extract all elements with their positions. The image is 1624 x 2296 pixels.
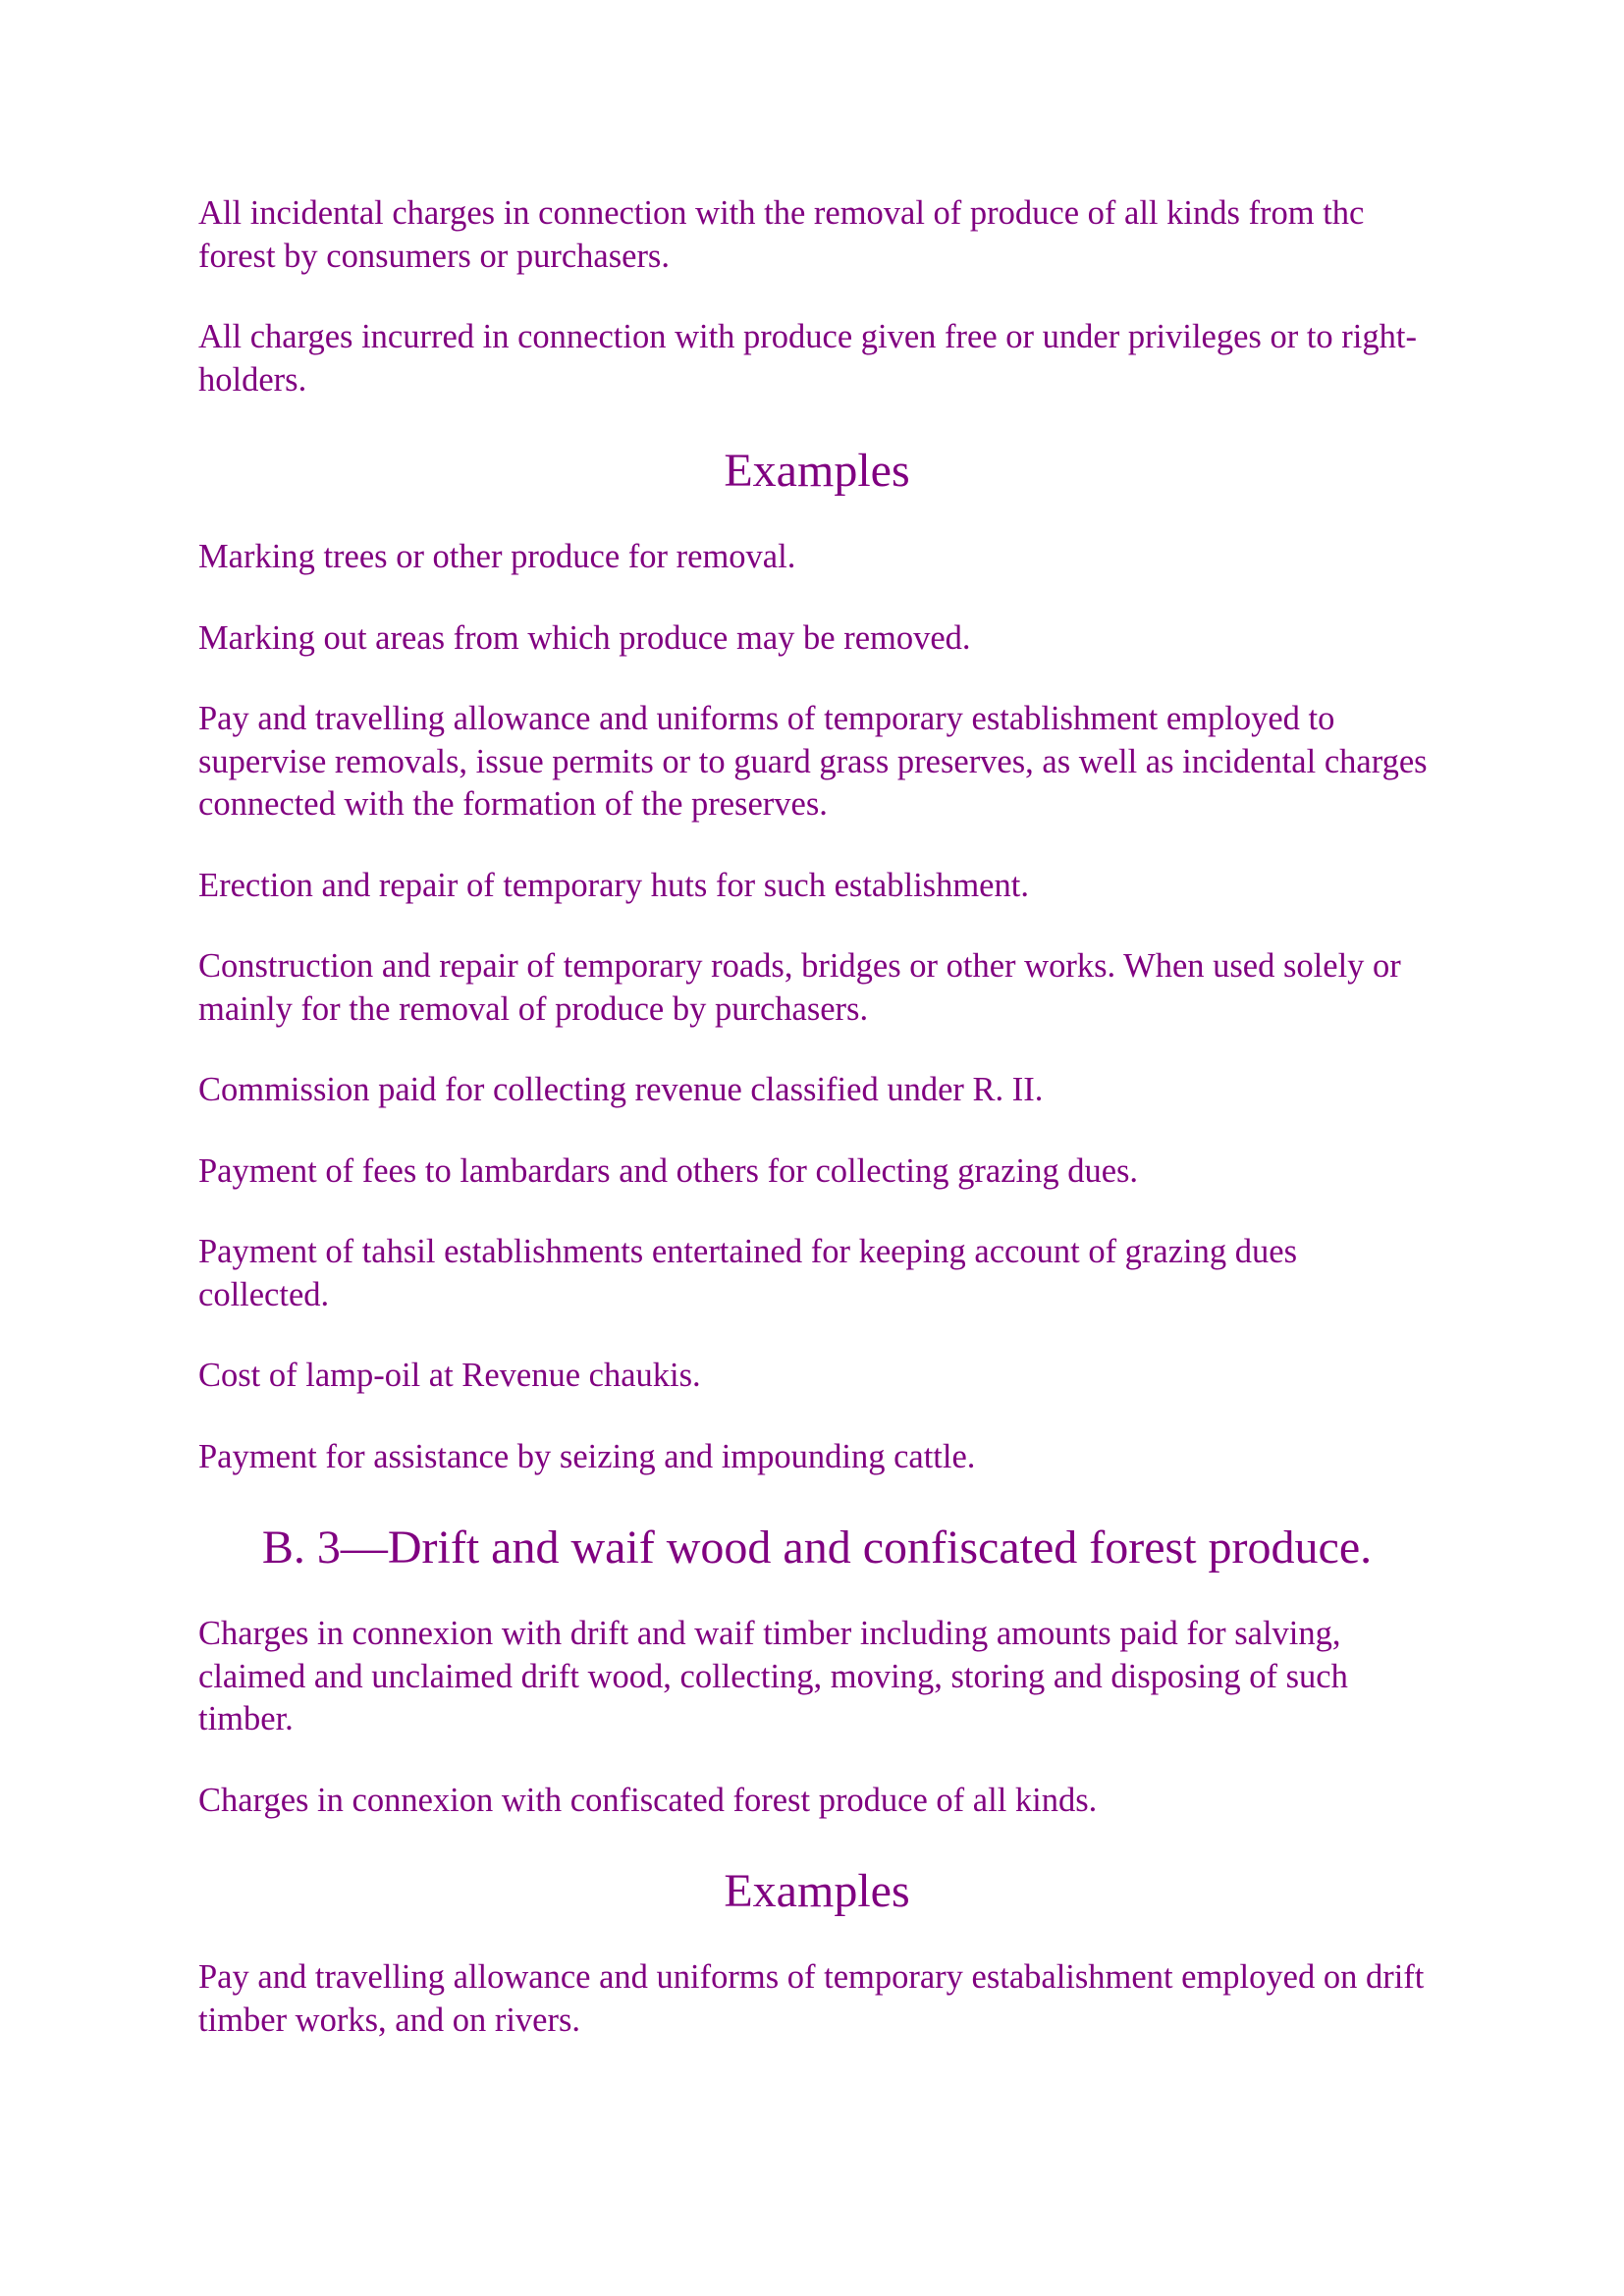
examples-heading: Examples — [724, 1865, 910, 1917]
example-item: Pay and travelling allowance and uniforms of temporary estabalishment employed on drift timber works, and on rivers. — [198, 1958, 1425, 2039]
example-item: Marking out areas from which produce may be removed. — [198, 618, 971, 657]
example-item: Payment of tahsil establishments entertained for keeping account of grazing dues collected. — [198, 1233, 1297, 1313]
example-item: Payment of fees to lambardars and others for collecting grazing dues. — [198, 1151, 1139, 1190]
example-item: Erection and repair of temporary huts for such establishment. — [198, 866, 1029, 904]
example-item: Commission paid for collecting revenue classified under R. II. — [198, 1071, 1044, 1108]
example-item: Construction and repair of temporary roads, bridges or other works. When used solely or mainly for the removal of produce by purchasers. — [198, 947, 1401, 1028]
example-item: Marking trees or other produce for removal. — [198, 538, 796, 575]
paragraph-incidental-charges: All incidental charges in connection with the removal of produce of all kinds from thc forest by consumers or purchasers. — [198, 194, 1365, 275]
example-item: Payment for assistance by seizing and impounding cattle. — [198, 1437, 976, 1475]
examples-heading: Examples — [724, 445, 910, 497]
example-item: Pay and travelling allowance and uniforms of temporary establishment employed to supervise removals, issue permits or to guard grass preserves, as well as incidental charges connected with the formation of the preserves. — [198, 700, 1428, 823]
example-item: Cost of lamp-oil at Revenue chaukis. — [198, 1357, 701, 1394]
document-page — [198, 192, 1435, 2080]
paragraph-drift-timber: Charges in connexion with drift and waif timber including amounts paid for salving, claimed and unclaimed drift wood, collecting, moving, storing and disposing of such timber. — [198, 1615, 1348, 1737]
paragraph-right-holders: All charges incurred in connection with produce given free or under privileges or to right-holders. — [198, 318, 1417, 399]
paragraph-confiscated-produce: Charges in connexion with confiscated forest produce of all kinds. — [198, 1781, 1098, 1819]
section-heading-b3: B. 3—Drift and waif wood and confiscated forest produce. — [261, 1522, 1373, 1574]
